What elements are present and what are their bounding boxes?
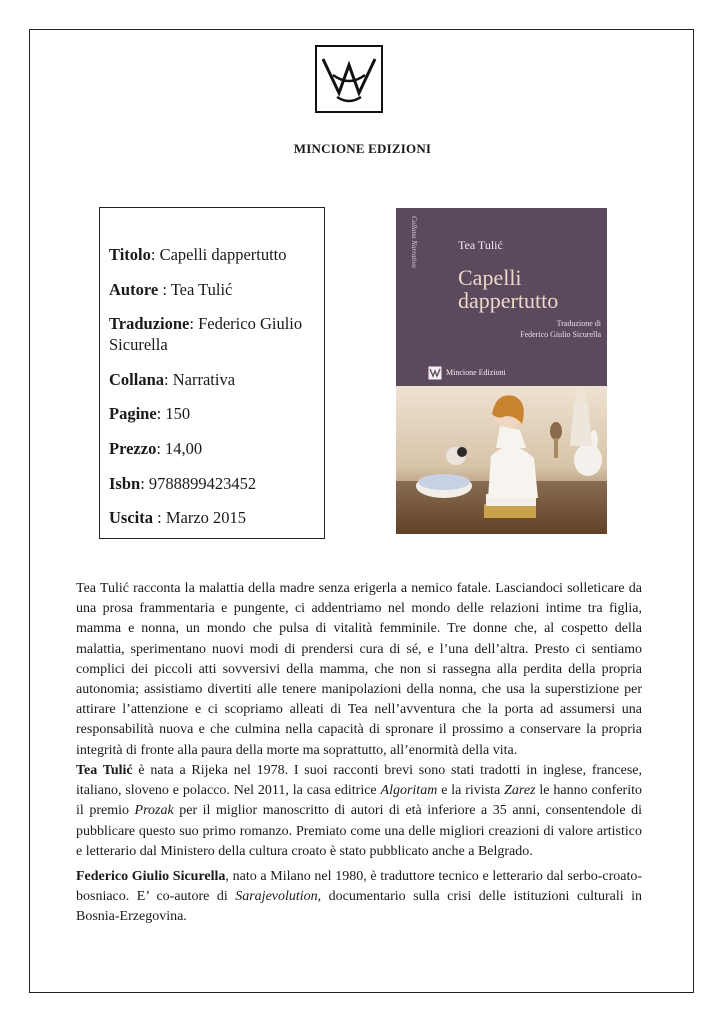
- info-isbn: Isbn: 9788899423452: [109, 473, 257, 493]
- publisher-name: MINCIONE EDIZIONI: [293, 141, 432, 156]
- cover-publisher: Mincione Edizioni: [446, 368, 506, 377]
- info-price: Prezzo: 14,00: [109, 438, 203, 458]
- cover-crown-icon: [428, 366, 442, 380]
- info-pages: Pagine: 150: [109, 404, 191, 424]
- author-bio-paragraph: Tea Tulić è nata a Rijeka nel 1978. I suoi racconti brevi sono stati tradotti in inglese, francese, italiano, sloveno e polacco. Nel 2011, la casa editrice Algoritam e la rivista Zarez le hanno conferito il premio Prozak per il miglior manoscritto di autori di età inferiore a 35 anni, consentendole di pubblicare questo suo primo romanzo. Premiato come una delle migliori creazioni di valore artistico e letterario dal Ministero della cultura croato è stato pubblicato anche a Belgrado.: [76, 763, 642, 859]
- book-info-box: [99, 207, 325, 539]
- book-cover: [396, 208, 607, 534]
- cover-title: Capelli dappertutto: [458, 265, 559, 313]
- cover-translator: Traduzione di Federico Giulio Sicurella: [520, 319, 601, 339]
- translator-bio-paragraph: Federico Giulio Sicurella, nato a Milano nel 1980, è traduttore tecnico e letterario dal serbo-croato-bosniaco. E’ co-autore di Sarajevolution, documentario sulla crisi delle istituzioni culturali in Bosnia-Erzegovina.: [76, 869, 643, 925]
- info-author: Autore : Tea Tulić: [109, 279, 233, 299]
- cover-porcelain-figurine-image: [396, 386, 607, 534]
- description-paragraph: Tea Tulić racconta la malattia della madre senza erigerla a nemico fatale. Lasciandoci solleticare da una prosa frammentaria e pungente, ci addentriamo nel mondo delle relazioni intime tra figlia, mamma e nonna, un mondo che pulsa di vitalità femminile. Tre donne che, al cospetto della malattia, sperimentano nuovi modi di prendersi cura di sé, e l’una dell’altra. Presto ci sentiamo complici dei piccoli atti sovversivi della mamma, che non si rassegna alla perdita della propria autonomia; assistiamo divertiti alle tenere manipolazioni della nonna, che usa la superstizione per attirare l’attenzione e ci scopriamo alleati di Tea nell’avventura che la porta ad assumersi una responsabilità nuova e che culmina nella capacità di spronare il prossimo a conservare la propria integrità di fronte alla paura della morte ma soprattutto, all’enormità della vita.: [76, 581, 642, 758]
- info-release: Uscita : Marzo 2015: [109, 508, 247, 528]
- info-series: Collana: Narrativa: [109, 369, 236, 389]
- info-translation: Traduzione: Federico Giulio Sicurella: [109, 314, 303, 355]
- crown-logo-icon: [315, 45, 383, 113]
- cover-author: Tea Tulić: [458, 238, 503, 252]
- info-title: Titolo: Capelli dappertutto: [109, 245, 287, 264]
- cover-series: Collana Narrativa: [410, 216, 418, 268]
